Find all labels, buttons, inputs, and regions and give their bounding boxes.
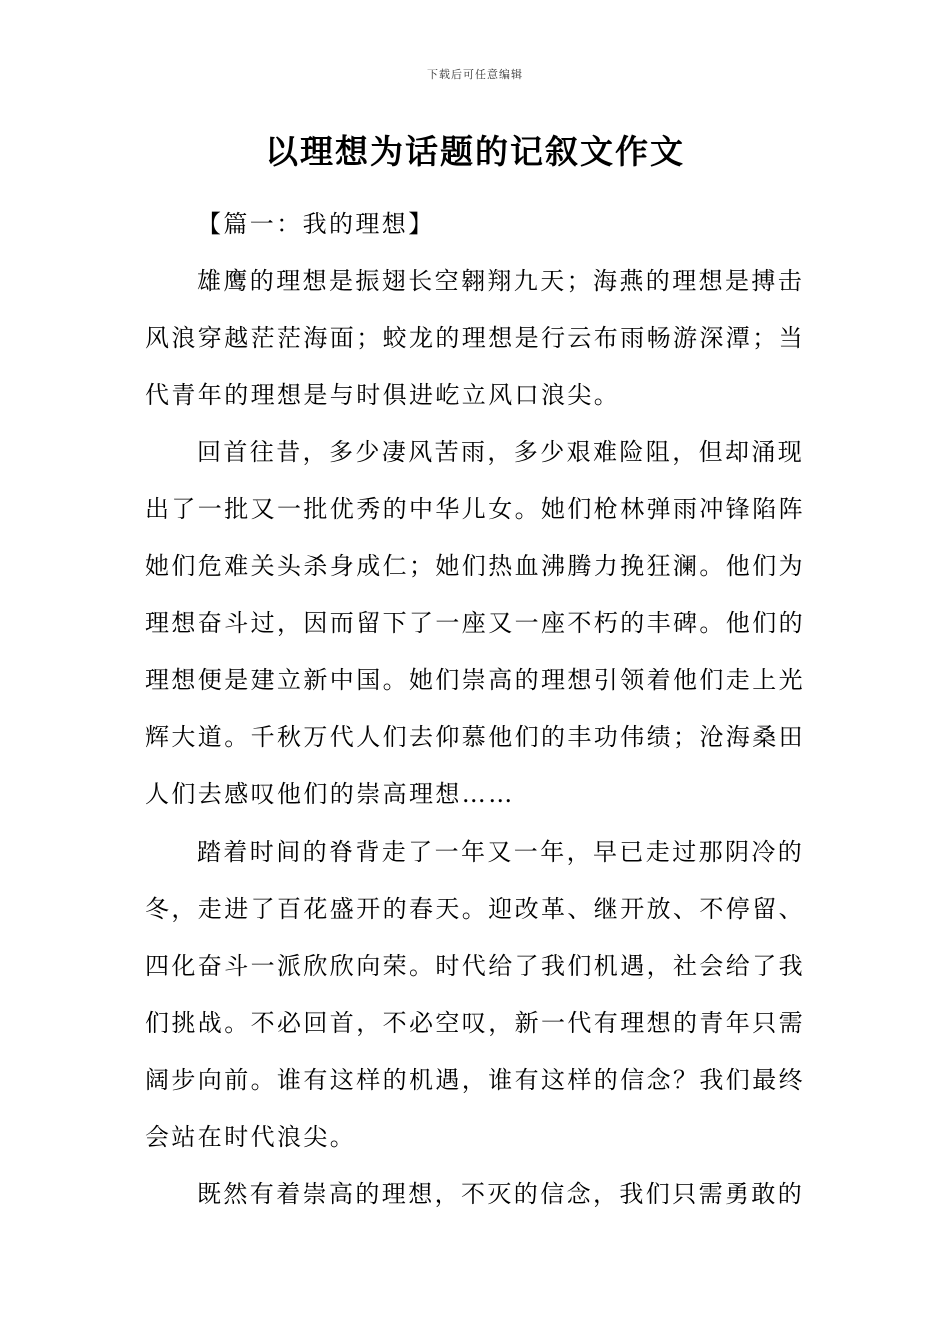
text-line: 代青年的理想是与时俱进屹立风口浪尖。 (145, 381, 621, 409)
text-line: 风浪穿越茫茫海面；蛟龙的理想是行云布雨畅游深潭；当 (145, 324, 805, 352)
text-line: 既然有着崇高的理想，不灭的信念，我们只需勇敢的 (197, 1180, 805, 1208)
text-line: 她们危难关头杀身成仁；她们热血沸腾力挽狂澜。他们为 (145, 552, 805, 580)
paragraph-4 (145, 1166, 807, 1223)
text-line: 出了一批又一批优秀的中华儿女。她们枪林弹雨冲锋陷阵 (145, 495, 805, 523)
section-heading: 【篇一：我的理想】 (197, 210, 435, 238)
text-line: 踏着时间的脊背走了一年又一年，早已走过那阴冷的 (197, 838, 805, 866)
text-line: 们挑战。不必回首，不必空叹，新一代有理想的青年只需 (145, 1009, 805, 1037)
paragraph-1 (145, 253, 807, 424)
text-line: 人们去感叹他们的崇高理想…… (145, 780, 515, 808)
paragraph-3 (145, 824, 807, 1166)
paragraph-2 (145, 424, 807, 823)
text-line: 理想奋斗过，因而留下了一座又一座不朽的丰碑。他们的 (145, 609, 805, 637)
text-line: 阔步向前。谁有这样的机遇，谁有这样的信念？我们最终 (145, 1066, 805, 1094)
text-line: 回首往昔，多少凄风苦雨，多少艰难险阻，但却涌现 (197, 438, 805, 466)
document-title: 以理想为话题的记叙文作文 (265, 132, 685, 171)
text-line: 理想便是建立新中国。她们崇高的理想引领着他们走上光 (145, 666, 805, 694)
text-line: 辉大道。千秋万代人们去仰慕他们的丰功伟绩；沧海桑田 (145, 723, 805, 751)
text-line: 雄鹰的理想是振翅长空翱翔九天；海燕的理想是搏击 (197, 267, 805, 295)
text-line: 四化奋斗一派欣欣向荣。时代给了我们机遇，社会给了我 (145, 952, 805, 980)
header-note: 下载后可任意编辑 (427, 68, 523, 81)
text-line: 会站在时代浪尖。 (145, 1123, 357, 1151)
text-line: 冬，走进了百花盛开的春天。迎改革、继开放、不停留、 (145, 895, 805, 923)
